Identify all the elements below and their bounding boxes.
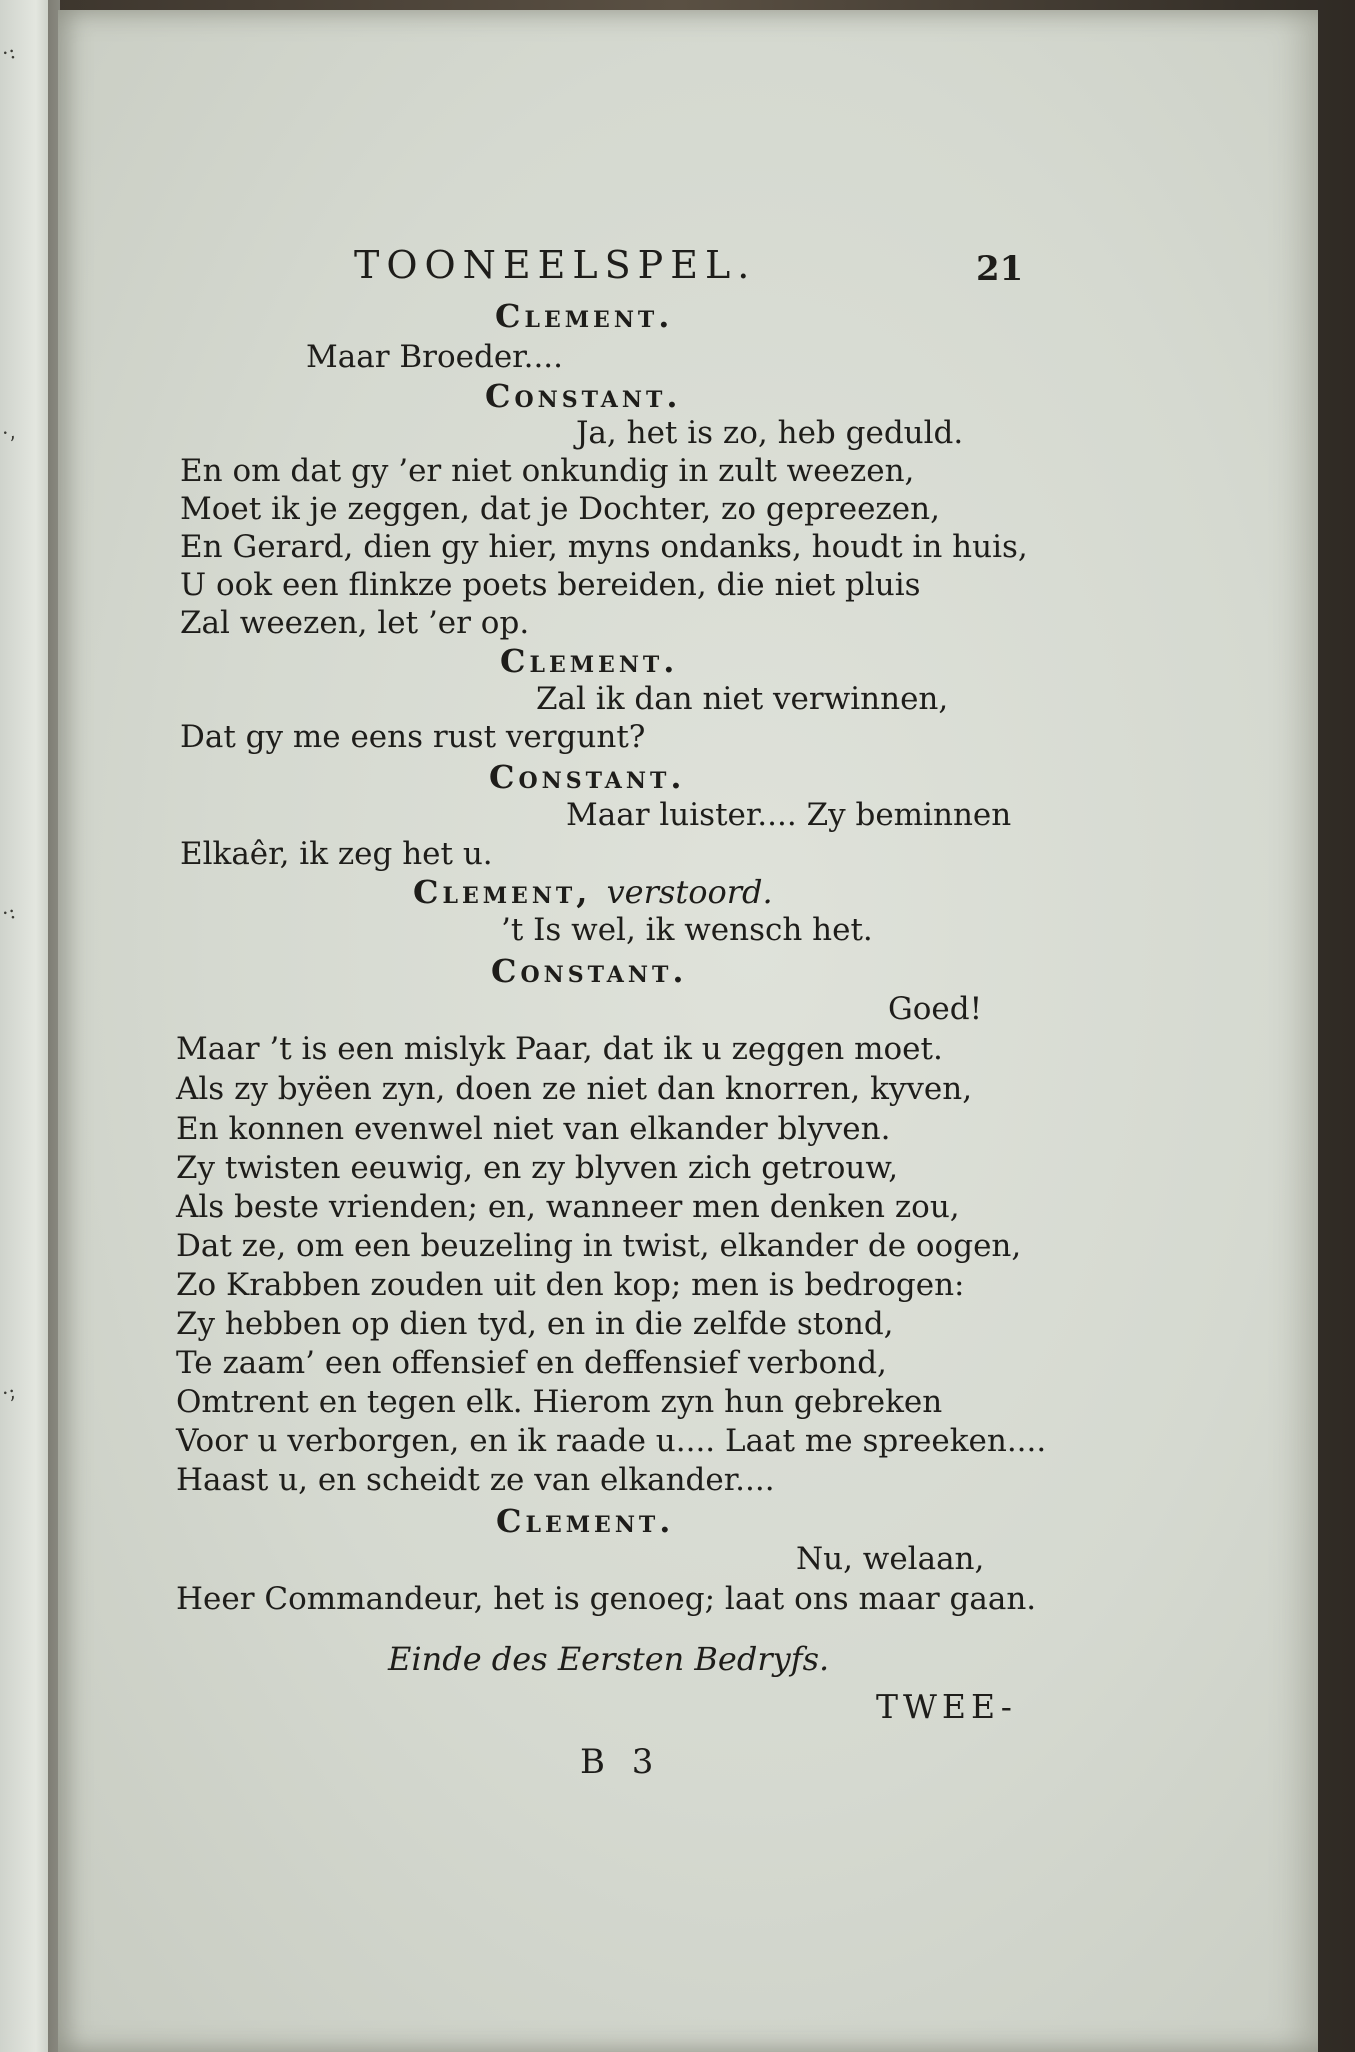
verse-line: Zal weezen, let ’er op. — [180, 605, 530, 641]
verse-line: Te zaam’ een offensief en deffensief verbond, — [176, 1345, 887, 1381]
speaker-heading: Clement. — [496, 1502, 675, 1540]
verse-line: Moet ik je zeggen, dat je Dochter, zo gepreezen, — [180, 491, 940, 527]
catchword: TWEE- — [876, 1687, 1017, 1726]
bleed-mark: ·, — [0, 418, 18, 446]
bleed-mark: ·: — [0, 898, 18, 926]
verse-line: Zo Krabben zouden uit den kop; men is bedrogen: — [176, 1267, 965, 1303]
verse-line: Zy twisten eeuwig, en zy blyven zich getrouw, — [176, 1150, 899, 1186]
speaker-heading: Clement. — [495, 297, 674, 335]
verse-line: Als zy byëen zyn, doen ze niet dan knorren, kyven, — [176, 1071, 973, 1107]
book-page — [58, 10, 1318, 2052]
verse-line: Heer Commandeur, het is genoeg; laat ons maar gaan. — [176, 1581, 1037, 1617]
verse-line: Elkaêr, ik zeg het u. — [180, 836, 493, 872]
speaker-heading: Constant. — [485, 377, 682, 415]
speaker-heading: Constant. — [491, 952, 688, 990]
verse-line: ’t Is wel, ik wensch het. — [501, 912, 873, 948]
speaker-heading: Clement. — [500, 642, 679, 680]
verse-line: Ja, het is zo, heb geduld. — [576, 415, 964, 451]
verse-line: En konnen evenwel niet van elkander blyven. — [176, 1111, 891, 1147]
verse-line: Omtrent en tegen elk. Hierom zyn hun gebreken — [176, 1384, 943, 1420]
verse-line: Maar luister.... Zy beminnen — [566, 797, 1012, 833]
verse-line: Goed! — [888, 991, 983, 1027]
verse-line: Dat gy me eens rust vergunt? — [180, 719, 646, 755]
verse-line: Als beste vrienden; en, wanneer men denken zou, — [176, 1189, 960, 1225]
verse-line: Haast u, en scheidt ze van elkander.... — [176, 1462, 775, 1498]
verse-line: En om dat gy ’er niet onkundig in zult weezen, — [180, 453, 915, 489]
stage-direction: verstoord. — [606, 873, 773, 911]
verse-line: Dat ze, om een beuzeling in twist, elkander de oogen, — [176, 1228, 1022, 1264]
verse-line: Zy hebben op dien tyd, en in die zelfde stond, — [176, 1306, 894, 1342]
verse-line: Nu, welaan, — [796, 1541, 985, 1577]
act-end-line: Einde des Eersten Bedryfs. — [388, 1640, 830, 1678]
speaker-heading — [413, 873, 773, 911]
running-title: TOONEELSPEL. — [354, 243, 757, 287]
bleed-mark: ·: — [0, 38, 18, 66]
verse-line: Maar Broeder.... — [306, 339, 564, 375]
verse-line: Voor u verborgen, en ik raade u.... Laat me spreeken.... — [176, 1423, 1047, 1459]
verse-line: U ook een flinkze poets bereiden, die niet pluis — [180, 567, 921, 603]
verse-line: Maar ’t is een mislyk Paar, dat ik u zeggen moet. — [176, 1031, 943, 1067]
speaker-name: Clement, — [413, 873, 592, 911]
verse-line: Zal ik dan niet verwinnen, — [536, 681, 949, 717]
speaker-heading: Constant. — [489, 758, 686, 796]
signature-mark: B 3 — [580, 1742, 662, 1782]
page-number: 21 — [976, 249, 1024, 289]
verse-line: En Gerard, dien gy hier, myns ondanks, houdt in huis, — [180, 529, 1028, 565]
bleed-mark: ·; — [0, 1378, 18, 1406]
